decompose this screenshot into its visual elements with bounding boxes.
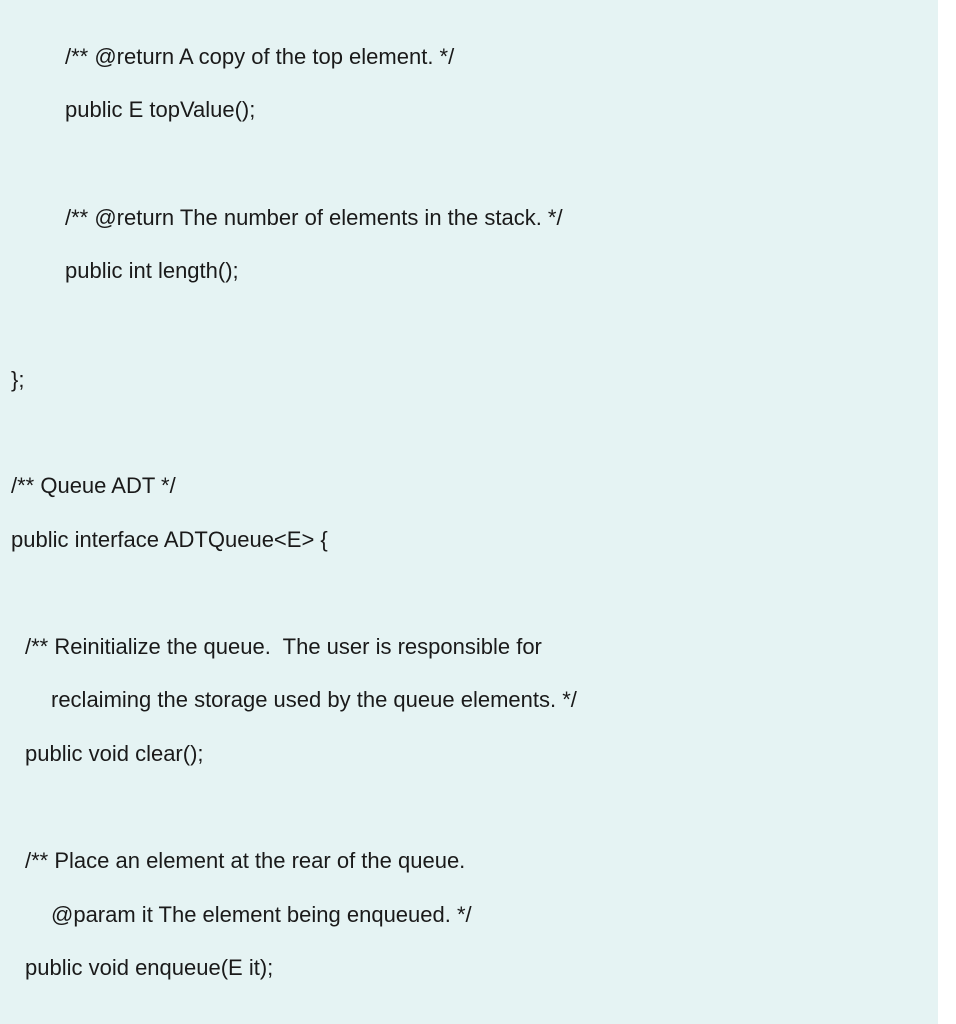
method-enqueue: public void enqueue(E it); [25, 955, 274, 980]
comment-clear-line1: /** Reinitialize the queue. The user is responsible for [25, 634, 542, 659]
comment-clear-line2: reclaiming the storage used by the queue elements. */ [51, 687, 577, 712]
comment-length: /** @return The number of elements in the stack. */ [65, 205, 563, 230]
comment-enqueue-line1: /** Place an element at the rear of the queue. [25, 848, 466, 873]
interface-close-brace: }; [11, 367, 25, 392]
method-topvalue: public E topValue(); [65, 97, 256, 122]
method-length: public int length(); [65, 258, 239, 283]
method-clear: public void clear(); [25, 741, 204, 766]
comment-topvalue: /** @return A copy of the top element. */ [65, 44, 455, 69]
interface-adtqueue: public interface ADTQueue<E> { [11, 527, 328, 552]
comment-enqueue-line2: @param it The element being enqueued. */ [51, 902, 472, 927]
comment-queue-adt: /** Queue ADT */ [11, 473, 176, 498]
